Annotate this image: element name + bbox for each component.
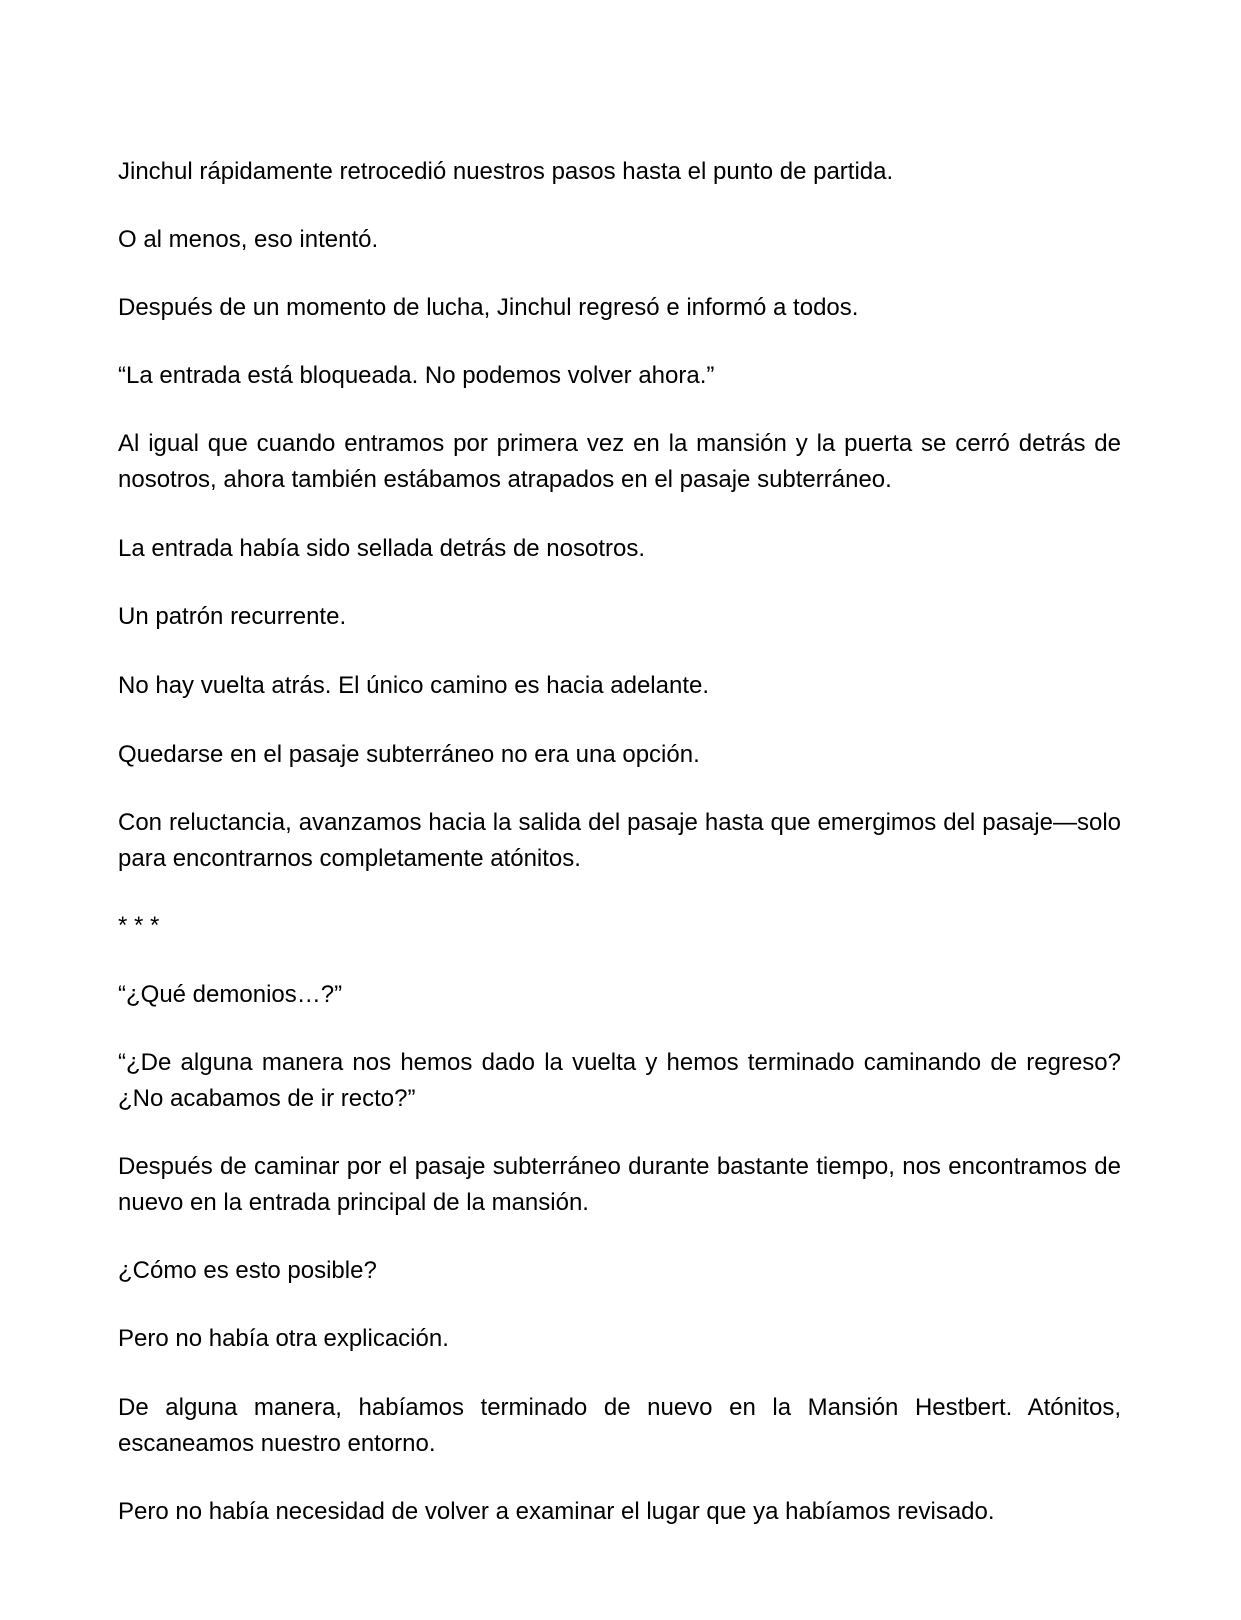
paragraph: Un patrón recurrente. — [118, 603, 347, 630]
paragraph: “¿Qué demonios…?” — [118, 981, 343, 1008]
paragraph: Al igual que cuando entramos por primera vez en la mansión y la puerta se cerró detrás de nosotros, ahora también estábamos atrapados en el pasaje subterráneo. — [118, 430, 1121, 493]
paragraph: ¿Cómo es esto posible? — [118, 1257, 377, 1284]
paragraph: La entrada había sido sellada detrás de nosotros. — [118, 535, 646, 562]
paragraph: Quedarse en el pasaje subterráneo no era una opción. — [118, 741, 700, 768]
paragraph: “La entrada está bloqueada. No podemos volver ahora.” — [118, 362, 715, 389]
paragraph: “¿De alguna manera nos hemos dado la vuelta y hemos terminado caminando de regreso? ¿No acabamos de ir recto?” — [118, 1049, 1121, 1112]
paragraph: Jinchul rápidamente retrocedió nuestros pasos hasta el punto de partida. — [118, 158, 894, 185]
section-break: * * * — [118, 912, 160, 939]
paragraph: Después de caminar por el pasaje subterráneo durante bastante tiempo, nos encontramos de nuevo en la entrada principal de la mansión. — [118, 1153, 1121, 1216]
paragraph: Pero no había otra explicación. — [118, 1325, 449, 1352]
paragraph: No hay vuelta atrás. El único camino es hacia adelante. — [118, 672, 710, 699]
paragraph: Con reluctancia, avanzamos hacia la salida del pasaje hasta que emergimos del pasaje—solo para encontrarnos completamente atónitos. — [118, 809, 1121, 872]
paragraph: Después de un momento de lucha, Jinchul regresó e informó a todos. — [118, 294, 859, 321]
paragraph: De alguna manera, habíamos terminado de nuevo en la Mansión Hestbert. Atónitos, escaneamos nuestro entorno. — [118, 1394, 1121, 1457]
paragraph: Pero no había necesidad de volver a examinar el lugar que ya habíamos revisado. — [118, 1498, 995, 1525]
paragraph: O al menos, eso intentó. — [118, 226, 379, 253]
